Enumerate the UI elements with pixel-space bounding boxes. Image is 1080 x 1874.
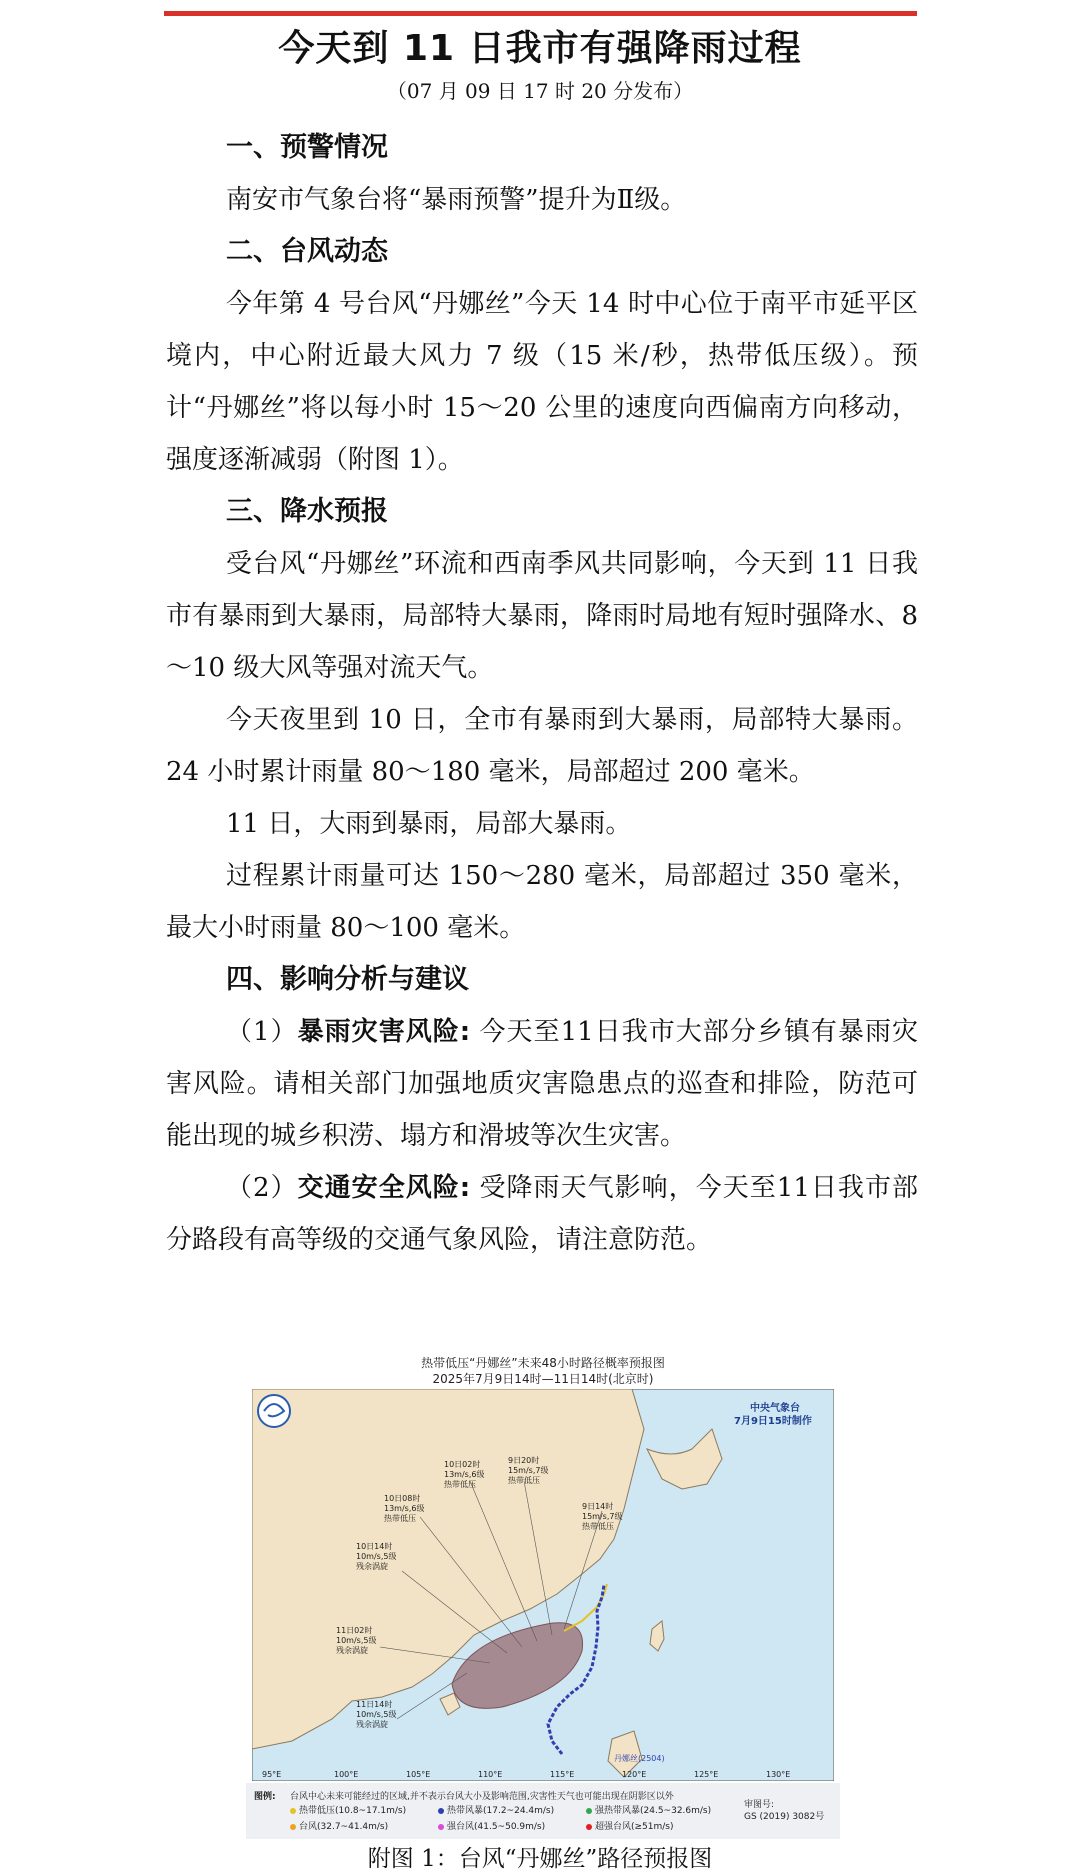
lon-tick: 125°E — [694, 1770, 719, 1779]
legend-item-text: 热带低压(10.8~17.1m/s) — [299, 1806, 407, 1816]
document-body — [166, 122, 918, 1266]
impact-item-2-text: 受降雨天气影响，今天至11日我市部分路段有高等级的交通气象风险，请注意防范。 — [166, 1173, 918, 1255]
impact-item-2-prefix: （2） — [226, 1173, 298, 1203]
point-2-time: 9日20时 — [508, 1456, 540, 1465]
legend-item — [290, 1819, 388, 1832]
map-title — [246, 1355, 840, 1387]
rain-paragraph-1: 受台风“丹娜丝”环流和西南季风共同影响，今天到 11 日我市有暴雨到大暴雨，局部特大暴雨，降雨时局地有短时强降水、8～10 级大风等强对流天气。 — [166, 549, 918, 683]
point-1-level: 热带低压 — [582, 1522, 614, 1531]
lon-tick: 115°E — [550, 1770, 575, 1779]
map-title-line-2: 2025年7月9日14时—11日14时(北京时) — [432, 1372, 654, 1386]
point-3-time: 10日02时 — [444, 1460, 481, 1469]
impact-item-1-prefix: （1） — [226, 1017, 298, 1047]
legend-dot-icon — [438, 1824, 444, 1830]
impact-item-1 — [166, 1006, 918, 1162]
agency-issue-time: 7月9日15时制作 — [734, 1416, 812, 1427]
track-map — [252, 1389, 834, 1781]
rain-paragraph-4: 过程累计雨量可达 150～280 毫米，局部超过 350 毫米，最大小时雨量 80～100 毫米。 — [166, 861, 918, 943]
legend-item — [438, 1819, 545, 1832]
section-warning-heading: 一、预警情况 — [226, 132, 388, 163]
legend-item — [586, 1803, 711, 1816]
point-2-wind: 15m/s,7级 — [508, 1466, 549, 1475]
legend-dot-icon — [586, 1808, 592, 1814]
figure-caption: 附图 1：台风“丹娜丝”路径预报图 — [367, 1846, 713, 1872]
cma-logo — [258, 1395, 290, 1427]
section-typhoon-heading: 二、台风动态 — [226, 236, 388, 267]
section-rain-heading: 三、降水预报 — [226, 496, 388, 527]
agency-name: 中央气象台 — [750, 1403, 800, 1414]
publish-time: （07 月 09 日 17 时 20 分发布） — [386, 79, 694, 103]
legend-item-text: 超强台风(≥51m/s) — [595, 1822, 674, 1832]
lon-tick: 95°E — [262, 1770, 282, 1779]
lon-tick: 100°E — [334, 1770, 359, 1779]
point-1-wind: 15m/s,7级 — [582, 1512, 623, 1521]
section-impact-heading: 四、影响分析与建议 — [226, 964, 469, 995]
map-legend — [246, 1783, 840, 1839]
map-approval — [744, 1799, 824, 1823]
typhoon-paragraph: 今年第 4 号台风“丹娜丝”今天 14 时中心位于南平市延平区境内，中心附近最大风力 7 级（15 米/秒，热带低压级）。预计“丹娜丝”将以每小时 15～20 公里的速度向西偏南方向移动，强度逐渐减弱（附图 1）。 — [166, 289, 918, 475]
approval-number: GS (2019) 3082号 — [744, 1812, 825, 1822]
point-4-time: 10日08时 — [384, 1494, 421, 1503]
point-7-level: 残余涡旋 — [356, 1720, 388, 1729]
point-6-wind: 10m/s,5级 — [336, 1636, 377, 1645]
header-red-rule — [164, 11, 917, 16]
legend-item-text: 热带风暴(17.2~24.4m/s) — [447, 1806, 555, 1816]
rain-paragraph-3: 11 日，大雨到暴雨，局部大暴雨。 — [226, 809, 632, 839]
point-5-time: 10日14时 — [356, 1542, 393, 1551]
storm-name-label: 丹娜丝(2504) — [614, 1754, 665, 1763]
point-2-level: 热带低压 — [508, 1476, 540, 1485]
impact-item-2-label: 交通安全风险: — [297, 1173, 471, 1203]
point-1-time: 9日14时 — [582, 1502, 614, 1511]
legend-item — [290, 1803, 406, 1816]
legend-dot-icon — [290, 1808, 296, 1814]
point-6-level: 残余涡旋 — [336, 1646, 368, 1655]
legend-item-text: 台风(32.7~41.4m/s) — [299, 1822, 389, 1832]
point-4-wind: 13m/s,6级 — [384, 1504, 425, 1513]
legend-item — [586, 1819, 674, 1832]
lon-tick: 130°E — [766, 1770, 791, 1779]
legend-item-text: 强台风(41.5~50.9m/s) — [447, 1822, 546, 1832]
point-5-wind: 10m/s,5级 — [356, 1552, 397, 1561]
rain-paragraph-2: 今天夜里到 10 日，全市有暴雨到大暴雨，局部特大暴雨。24 小时累计雨量 80～180 毫米，局部超过 200 毫米。 — [166, 705, 918, 787]
point-4-level: 热带低压 — [384, 1514, 416, 1523]
lon-tick: 105°E — [406, 1770, 431, 1779]
legend-label: 图例: — [254, 1792, 276, 1802]
point-6-time: 11日02时 — [336, 1626, 373, 1635]
impact-item-1-text: 今天至11日我市大部分乡镇有暴雨灾害风险。请相关部门加强地质灾害隐患点的巡查和排险，防范可能出现的城乡积涝、塌方和滑坡等次生灾害。 — [166, 1017, 918, 1151]
legend-dot-icon — [586, 1824, 592, 1830]
impact-item-2 — [166, 1162, 918, 1266]
point-7-wind: 10m/s,5级 — [356, 1710, 397, 1719]
point-3-level: 热带低压 — [444, 1480, 476, 1489]
point-3-wind: 13m/s,6级 — [444, 1470, 485, 1479]
legend-dot-icon — [438, 1808, 444, 1814]
typhoon-track-figure — [246, 1355, 840, 1839]
lon-tick: 110°E — [478, 1770, 503, 1779]
map-title-line-1: 热带低压“丹娜丝”未来48小时路径概率预报图 — [421, 1356, 665, 1370]
point-7-time: 11日14时 — [356, 1700, 393, 1709]
impact-item-1-label: 暴雨灾害风险: — [297, 1017, 471, 1047]
lon-tick: 120°E — [622, 1770, 647, 1779]
point-5-level: 残余涡旋 — [356, 1562, 388, 1571]
legend-note: 台风中心未来可能经过的区域,并不表示台风大小及影响范围,灾害性天气也可能出现在阴影区以外 — [290, 1792, 674, 1802]
legend-dot-icon — [290, 1824, 296, 1830]
legend-item-text: 强热带风暴(24.5~32.6m/s) — [595, 1806, 712, 1816]
legend-item — [438, 1803, 554, 1816]
approval-label: 审图号: — [744, 1800, 775, 1810]
page-title: 今天到 11 日我市有强降雨过程 — [278, 28, 802, 69]
warning-paragraph: 南安市气象台将“暴雨预警”提升为Ⅱ级。 — [226, 185, 687, 215]
